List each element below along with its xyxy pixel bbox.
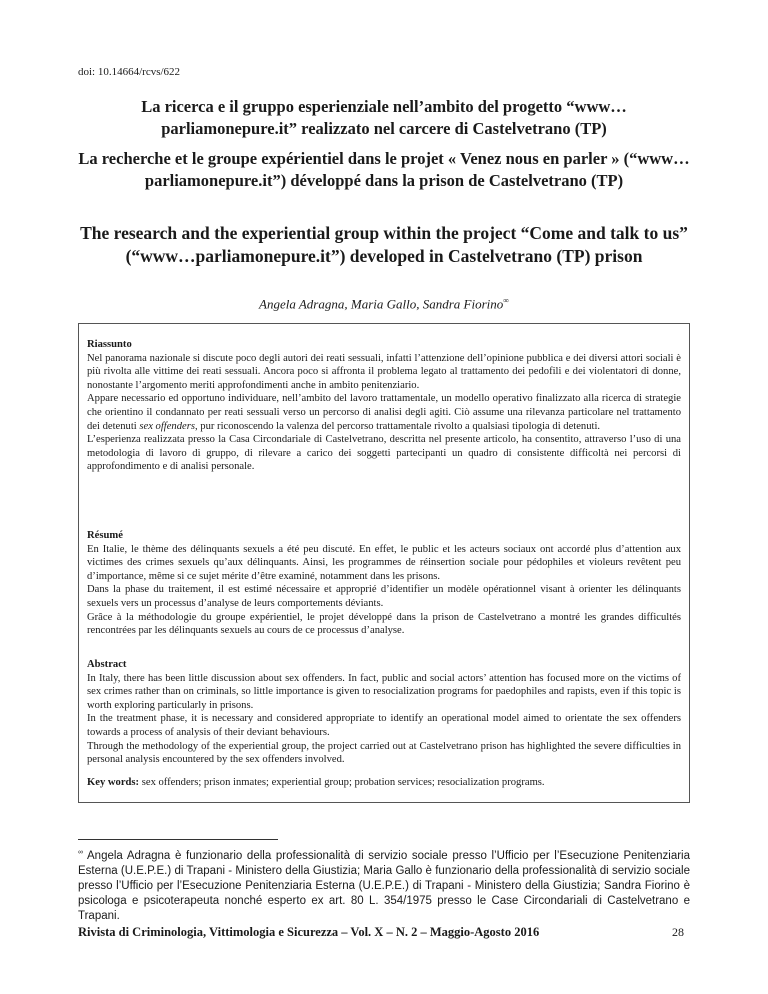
- riassunto-p2-end: , pur riconoscendo la valenza del percorso trattamentale rivolto a qualsiasi tipologia di detenuti.: [194, 420, 601, 432]
- abstract-paragraph-1: In Italy, there has been little discussion about sex offenders. In fact, public and social actors’ attention has focused more on the victims of sex crimes rather than on criminals, so little importance is given to resocialization programs for paedophiles and rapists, even if this topic is worth exploring particularly in prisons.: [87, 672, 681, 711]
- riassunto-paragraph-3: L’esperienza realizzata presso la Casa Circondariale di Castelvetrano, descritta nel presente articolo, ha consentito, attraverso l’uso di una metodologia di lavoro di gruppo, di rilevare a carico dei soggetti partecipanti un quadro di consistente difficoltà nei percorsi di approfondimento e di analisi personale.: [87, 434, 681, 473]
- footnote-text: Angela Adragna è funzionario della professionalità di servizio sociale presso l’Ufficio per l’Esecuzione Penitenziaria Esterna (U.E.P.E.) di Trapani - Ministero della Giustizia; Maria Gallo è funzionario della professionalità di servizio sociale presso l’Ufficio per l’Esecuzione Penitenziaria Esterna (U.E.P.E.) di Trapani - Ministero della Giustizia; Sandra Fiorino è psicologa e psicoterapeuta nonché esperto ex art. 80 L. 354/1975 presso le Case Circondariali di Castelvetrano e Trapani.: [78, 849, 690, 922]
- abstract-paragraph-3: Through the methodology of the experiential group, the project carried out at Castelvetrano prison has highlighted the severe difficulties in personal analysis encountered by the sex offenders involved.: [87, 740, 681, 766]
- riassunto-paragraph-2: [87, 392, 681, 433]
- title-english: The research and the experiential group within the project “Come and talk to us” (“www…parliamonepure.it”) developed in Castelvetrano (TP) prison: [80, 223, 688, 266]
- resume-paragraph-3: Grâce à la méthodologie du groupe expérientiel, le projet développé dans la prison de Castelvetrano a montré les grandes difficultés rencontrées par les délinquants sexuels au cours de ce processus d’analyse.: [87, 611, 681, 637]
- footnote: [78, 845, 690, 924]
- resume-paragraph-1: En Italie, le thème des délinquants sexuels a été peu discuté. En effet, le public et les acteurs sociaux ont accordé plus d’attention aux victimes des crimes sexuels qu’aux délinquants. Ainsi, les programmes de réinsertion sociale pour pédophiles et violeurs revêtent peu d’importance, même si ce sujet mérite d’être examiné, notamment dans les prisons.: [87, 543, 681, 582]
- journal-footer: Rivista di Criminologia, Vittimologia e Sicurezza – Vol. X – N. 2 – Maggio-Agosto 2016: [78, 925, 540, 939]
- riassunto-section: [87, 338, 681, 474]
- riassunto-heading: Riassunto: [87, 339, 132, 350]
- resume-paragraph-2: Dans la phase du traitement, il est estimé nécessaire et approprié d’identifier un modèle opérationnel visant à orienter les délinquants sexuels vers un processus d’analyse de leurs comportements déviants.: [87, 584, 681, 609]
- abstract-box: [78, 323, 690, 803]
- footnote-mark: ∞: [78, 849, 83, 856]
- riassunto-paragraph-1: Nel panorama nazionale si discute poco degli autori dei reati sessuali, infatti l’attenzione dell’opinione pubblica e dei diversi attori sociali è più rivolta alle vittime dei reati sessuali. Ancora poco si affronta il problema legato al trattamento dei pedofili e dei violentatori di donne, nonostante l’argomento meriti approfondimenti anche in ambito penitenziario.: [87, 352, 681, 391]
- abstract-heading: Abstract: [87, 659, 127, 670]
- resume-section: [87, 529, 681, 638]
- keywords: [87, 776, 681, 790]
- title-italian: La ricerca e il gruppo esperienziale nell’ambito del progetto “www…parliamonepure.it” realizzato nel carcere di Castelvetrano (TP): [141, 97, 627, 138]
- abstract-section: [87, 658, 681, 767]
- footnote-divider: [78, 839, 278, 840]
- abstract-paragraph-2: In the treatment phase, it is necessary and considered appropriate to identify an operational model aimed to orientate the sex offenders towards a process of analysis of their deviant behaviours.: [87, 713, 681, 738]
- riassunto-p2-italic: sex offenders: [139, 420, 195, 432]
- author-names: Angela Adragna, Maria Gallo, Sandra Fiorino: [259, 296, 504, 312]
- riassunto-p2-start: Appare necessario ed opportuno individuare, nell’ambito del lavoro trattamentale, un modello operativo finalizzato alla ricerca di strategie che orientino il condannato per reati sessuali verso un percorso di analisi degli agiti. Ciò assume una rilevanza particolare nel trattamento dei detenuti: [87, 393, 681, 432]
- resume-heading: Résumé: [87, 530, 123, 541]
- doi[interactable]: doi: 10.14664/rcvs/622: [78, 66, 181, 78]
- authors: [78, 296, 690, 312]
- title-french: La recherche et le groupe expérientiel dans le projet « Venez nous en parler » (“www…parliamonepure.it”) développé dans la prison de Castelvetrano (TP): [78, 149, 690, 190]
- keywords-label: Key words:: [87, 777, 140, 788]
- keywords-text: sex offenders; prison inmates; experiential group; probation services; resocialization programs.: [139, 777, 545, 788]
- page-number: 28: [672, 925, 684, 939]
- author-footnote-mark[interactable]: ∞: [503, 296, 509, 305]
